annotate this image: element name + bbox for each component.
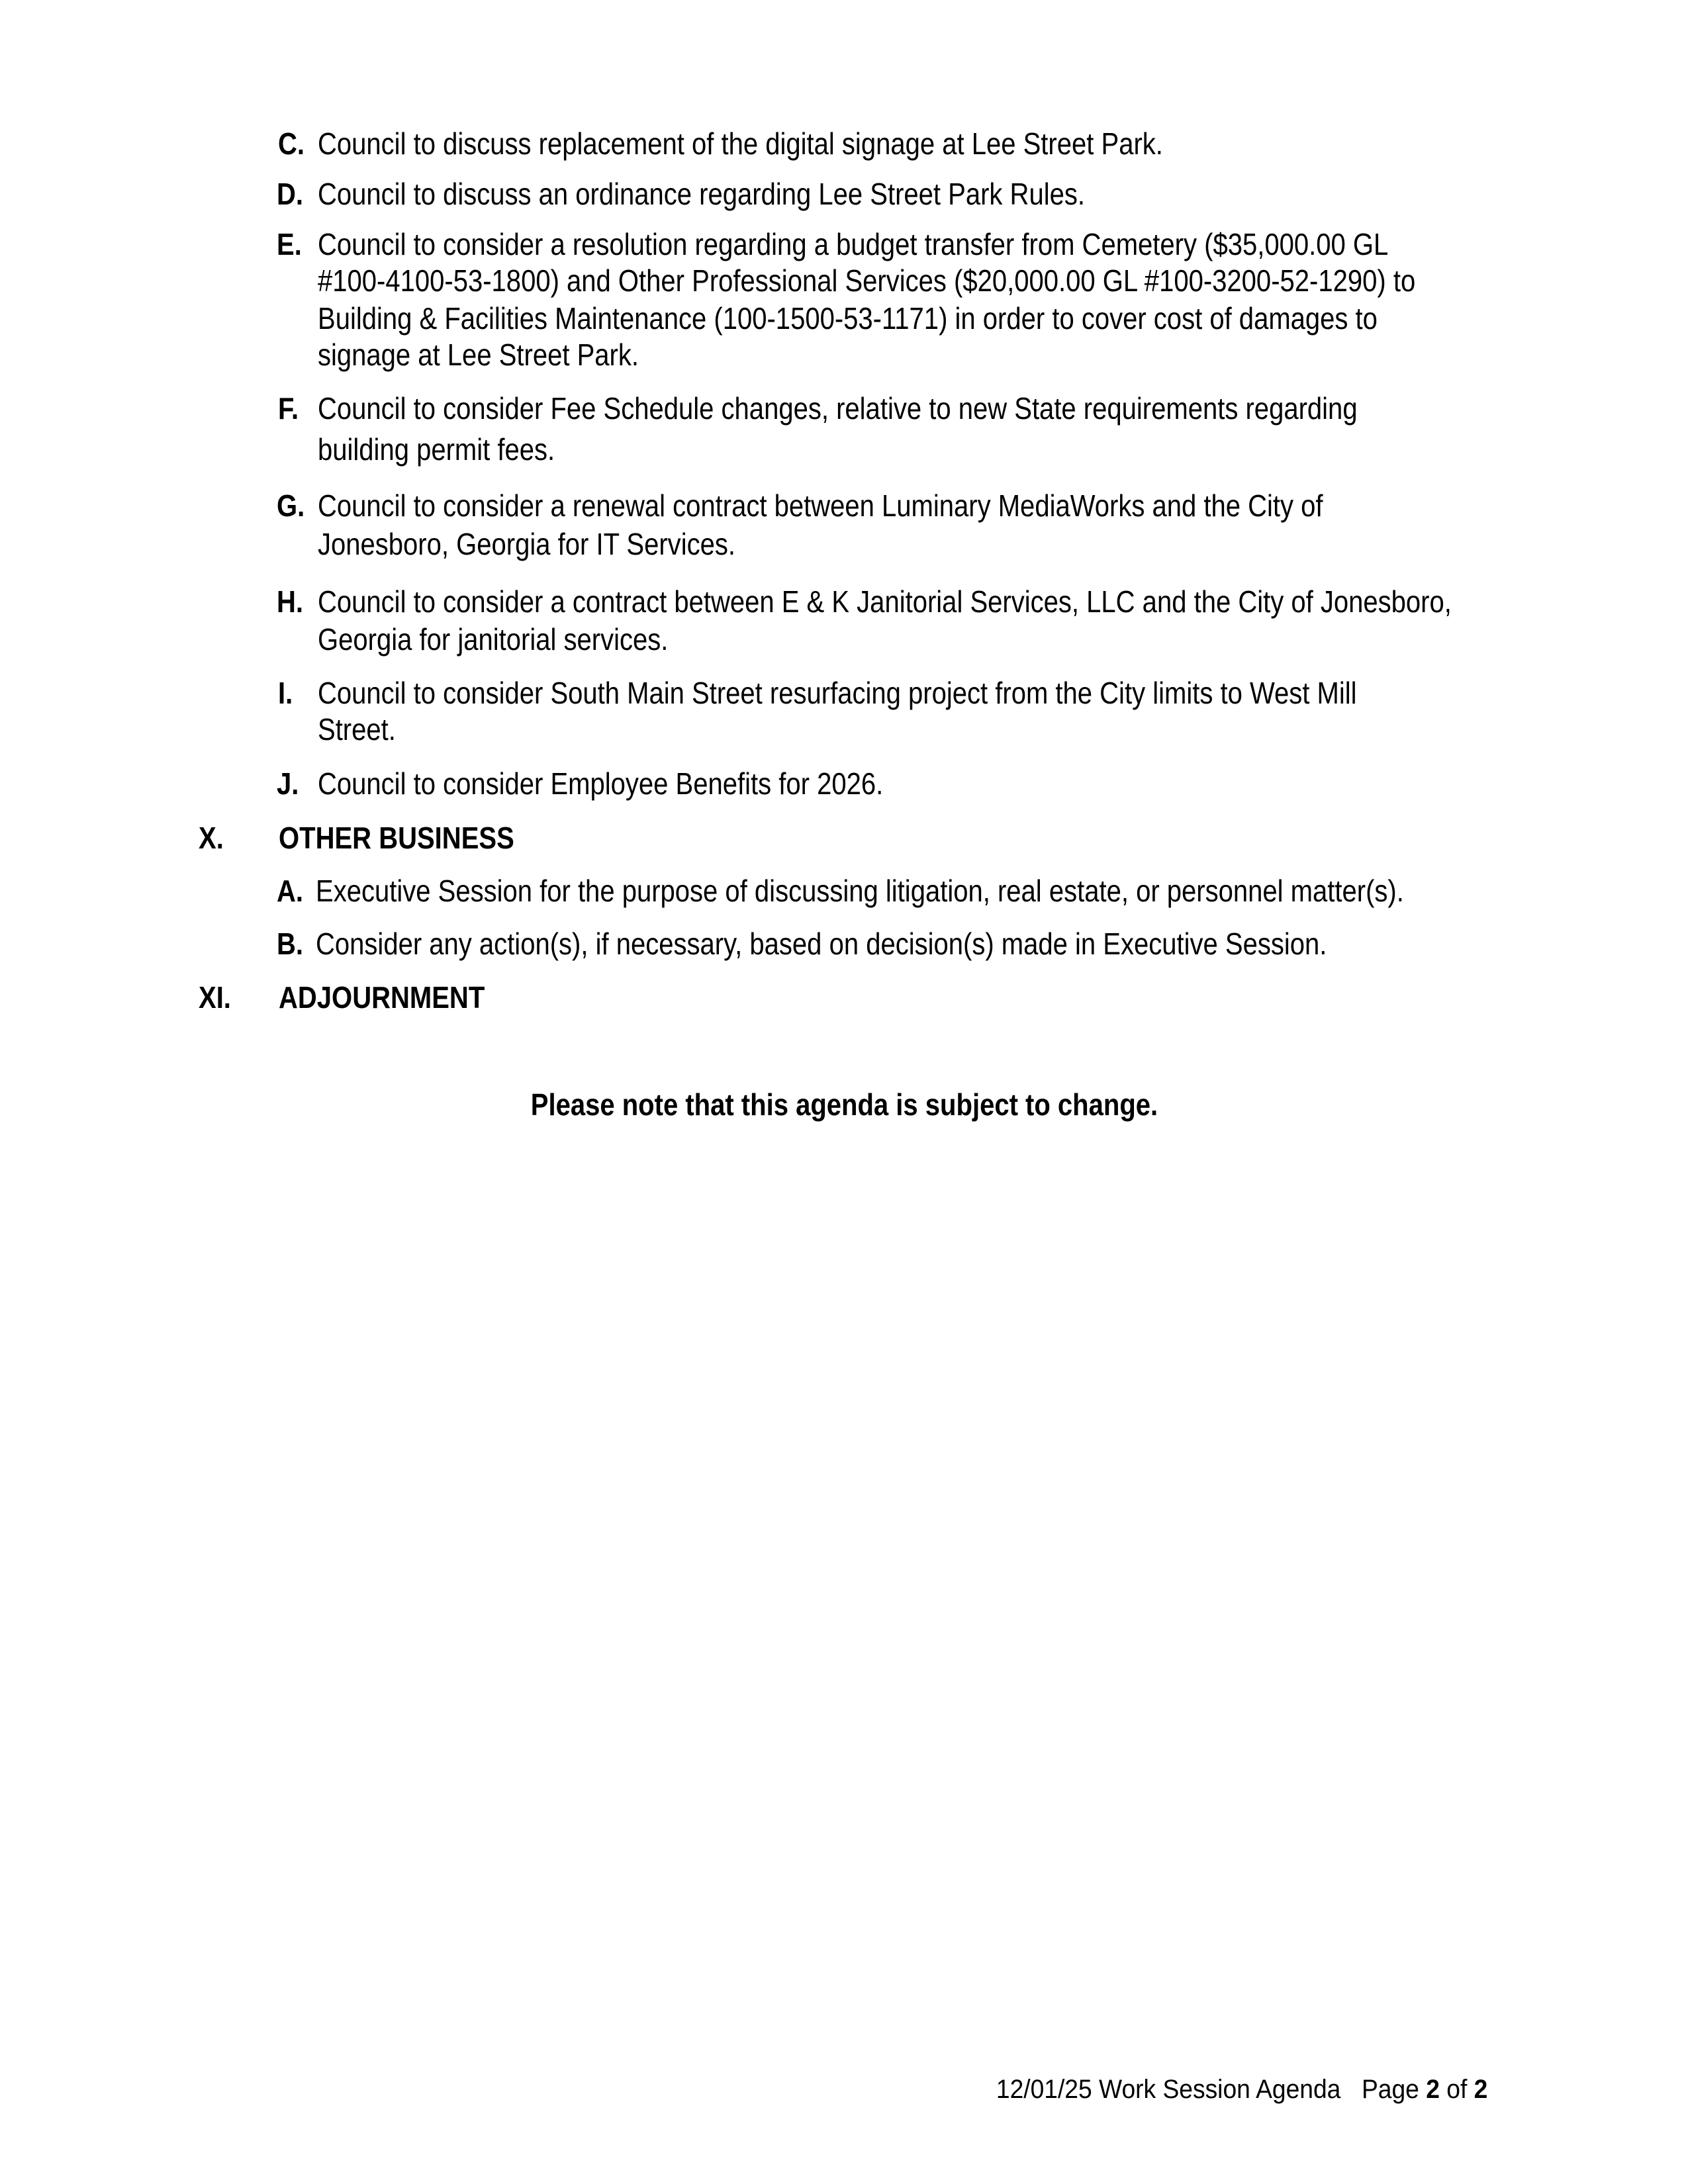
agenda-note <box>0 1089 1688 1120</box>
item-text-line: Council to consider Employee Benefits for 2026. <box>318 766 884 801</box>
item-text-line: Council to consider a resolution regarding a budget transfer from Cemetery ($35,000.00 GL <box>318 227 1389 261</box>
section-numeral: XI. <box>199 980 231 1015</box>
item-text-line: Council to consider South Main Street resurfacing project from the City limits to West Mill <box>318 676 1357 710</box>
item-text-line: Council to discuss replacement of the digital signage at Lee Street Park. <box>318 126 1163 161</box>
item-text-line: signage at Lee Street Park. <box>318 338 639 372</box>
item-label: B. <box>277 927 304 961</box>
item-label: J. <box>277 766 299 801</box>
item-text-line: Council to consider Fee Schedule changes, relative to new State requirements regarding <box>318 391 1358 426</box>
item-text-line: Council to discuss an ordinance regarding Lee Street Park Rules. <box>318 177 1086 211</box>
item-text-line: Georgia for janitorial services. <box>318 622 669 657</box>
page-footer <box>996 2076 1487 2103</box>
item-text-line: Consider any action(s), if necessary, based on decision(s) made in Executive Session. <box>316 927 1327 961</box>
item-text-line: Council to consider a renewal contract between Luminary MediaWorks and the City of <box>318 488 1323 523</box>
item-text-line: Council to consider a contract between E & K Janitorial Services, LLC and the City of Jonesboro, <box>318 584 1452 619</box>
item-label: I. <box>278 676 293 710</box>
item-label: C. <box>278 126 305 161</box>
section-title: OTHER BUSINESS <box>279 821 514 855</box>
item-text-line: Executive Session for the purpose of discussing litigation, real estate, or personnel matter(s). <box>316 874 1404 908</box>
footer-of-word: of <box>1446 2075 1467 2104</box>
footer-page-current: 2 <box>1425 2075 1440 2104</box>
item-label: H. <box>277 584 304 619</box>
item-text-line: Jonesboro, Georgia for IT Services. <box>318 527 735 561</box>
item-label: D. <box>277 177 304 211</box>
item-text-line: Building & Facilities Maintenance (100-1500-53-1171) in order to cover cost of damages to <box>318 301 1378 336</box>
item-label: G. <box>277 488 305 523</box>
item-label: E. <box>277 227 302 261</box>
item-text-line: building permit fees. <box>318 432 555 467</box>
section-numeral: X. <box>199 821 224 855</box>
item-label: F. <box>278 391 299 426</box>
footer-page-total: 2 <box>1474 2075 1487 2104</box>
footer-page-word: Page <box>1361 2075 1419 2104</box>
item-text-line: #100-4100-53-1800) and Other Professional Services ($20,000.00 GL #100-3200-52-1290) to <box>318 263 1416 298</box>
agenda-note-text: Please note that this agenda is subject to change. <box>530 1087 1158 1122</box>
item-label: A. <box>277 874 304 908</box>
item-text-line: Street. <box>318 712 396 747</box>
footer-doc-label: 12/01/25 Work Session Agenda <box>996 2075 1341 2104</box>
section-title: ADJOURNMENT <box>279 980 485 1015</box>
